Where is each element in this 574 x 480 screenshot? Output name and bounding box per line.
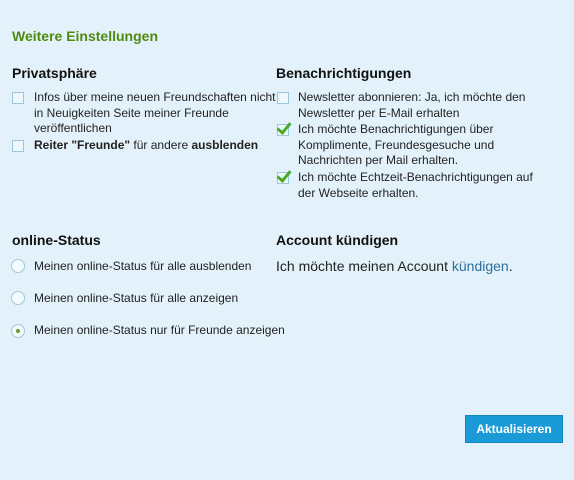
newsletter-label — [298, 90, 525, 121]
privacy-friends-tab-checkbox[interactable] — [12, 140, 24, 152]
account-cancel-text — [276, 258, 513, 274]
label-line: veröffentlichen — [34, 121, 112, 135]
privacy-heading: Privatsphäre — [12, 65, 97, 81]
status-show-all-radio[interactable] — [11, 291, 25, 305]
newsletter-checkbox[interactable] — [277, 92, 289, 104]
label-bold: ausblenden — [191, 138, 259, 152]
realtime-notifications-checkbox[interactable] — [277, 172, 289, 184]
label-text: für andere — [130, 138, 192, 152]
mail-notifications-checkbox[interactable] — [277, 124, 289, 136]
realtime-notifications-label — [298, 170, 533, 201]
status-hide-all-label: Meinen online-Status für alle ausblenden — [34, 259, 252, 273]
status-friends-only-radio[interactable] — [11, 324, 25, 338]
mail-notifications-label — [298, 122, 494, 169]
online-status-heading: online-Status — [12, 232, 101, 248]
label-line: der Webseite erhalten. — [298, 185, 419, 200]
label-bold: Reiter "Freunde" — [34, 138, 131, 152]
account-cancel-link[interactable]: kündigen — [451, 258, 509, 274]
page-title: Weitere Einstellungen — [12, 28, 158, 44]
privacy-friendships-label — [34, 90, 276, 137]
label-line: in Neuigkeiten Seite meiner Freunde — [34, 105, 229, 120]
account-text-suffix: . — [508, 258, 513, 274]
status-friends-only-label: Meinen online-Status nur für Freunde anzeigen — [34, 323, 285, 337]
notifications-heading: Benachrichtigungen — [276, 65, 412, 81]
privacy-friendships-checkbox[interactable] — [12, 92, 24, 104]
account-text-prefix: Ich möchte meinen Account — [276, 258, 452, 274]
label-line: Ich möchte Benachrichtigungen über — [298, 122, 494, 136]
account-heading: Account kündigen — [276, 232, 399, 248]
update-button[interactable]: Aktualisieren — [465, 415, 563, 443]
label-line: Newsletter per E-Mail erhalten — [298, 105, 460, 120]
privacy-friends-tab-label — [34, 138, 258, 154]
label-line: Infos über meine neuen Freundschaften nicht — [34, 90, 276, 104]
label-line: Ich möchte Echtzeit-Benachrichtigungen auf — [298, 170, 533, 184]
status-show-all-label: Meinen online-Status für alle anzeigen — [34, 291, 239, 305]
label-line: Komplimente, Freundesgesuche und — [298, 137, 495, 152]
label-line: Nachrichten per Mail erhalten. — [298, 153, 459, 167]
label-line: Newsletter abonnieren: Ja, ich möchte den — [298, 90, 526, 104]
status-hide-all-radio[interactable] — [11, 259, 25, 273]
